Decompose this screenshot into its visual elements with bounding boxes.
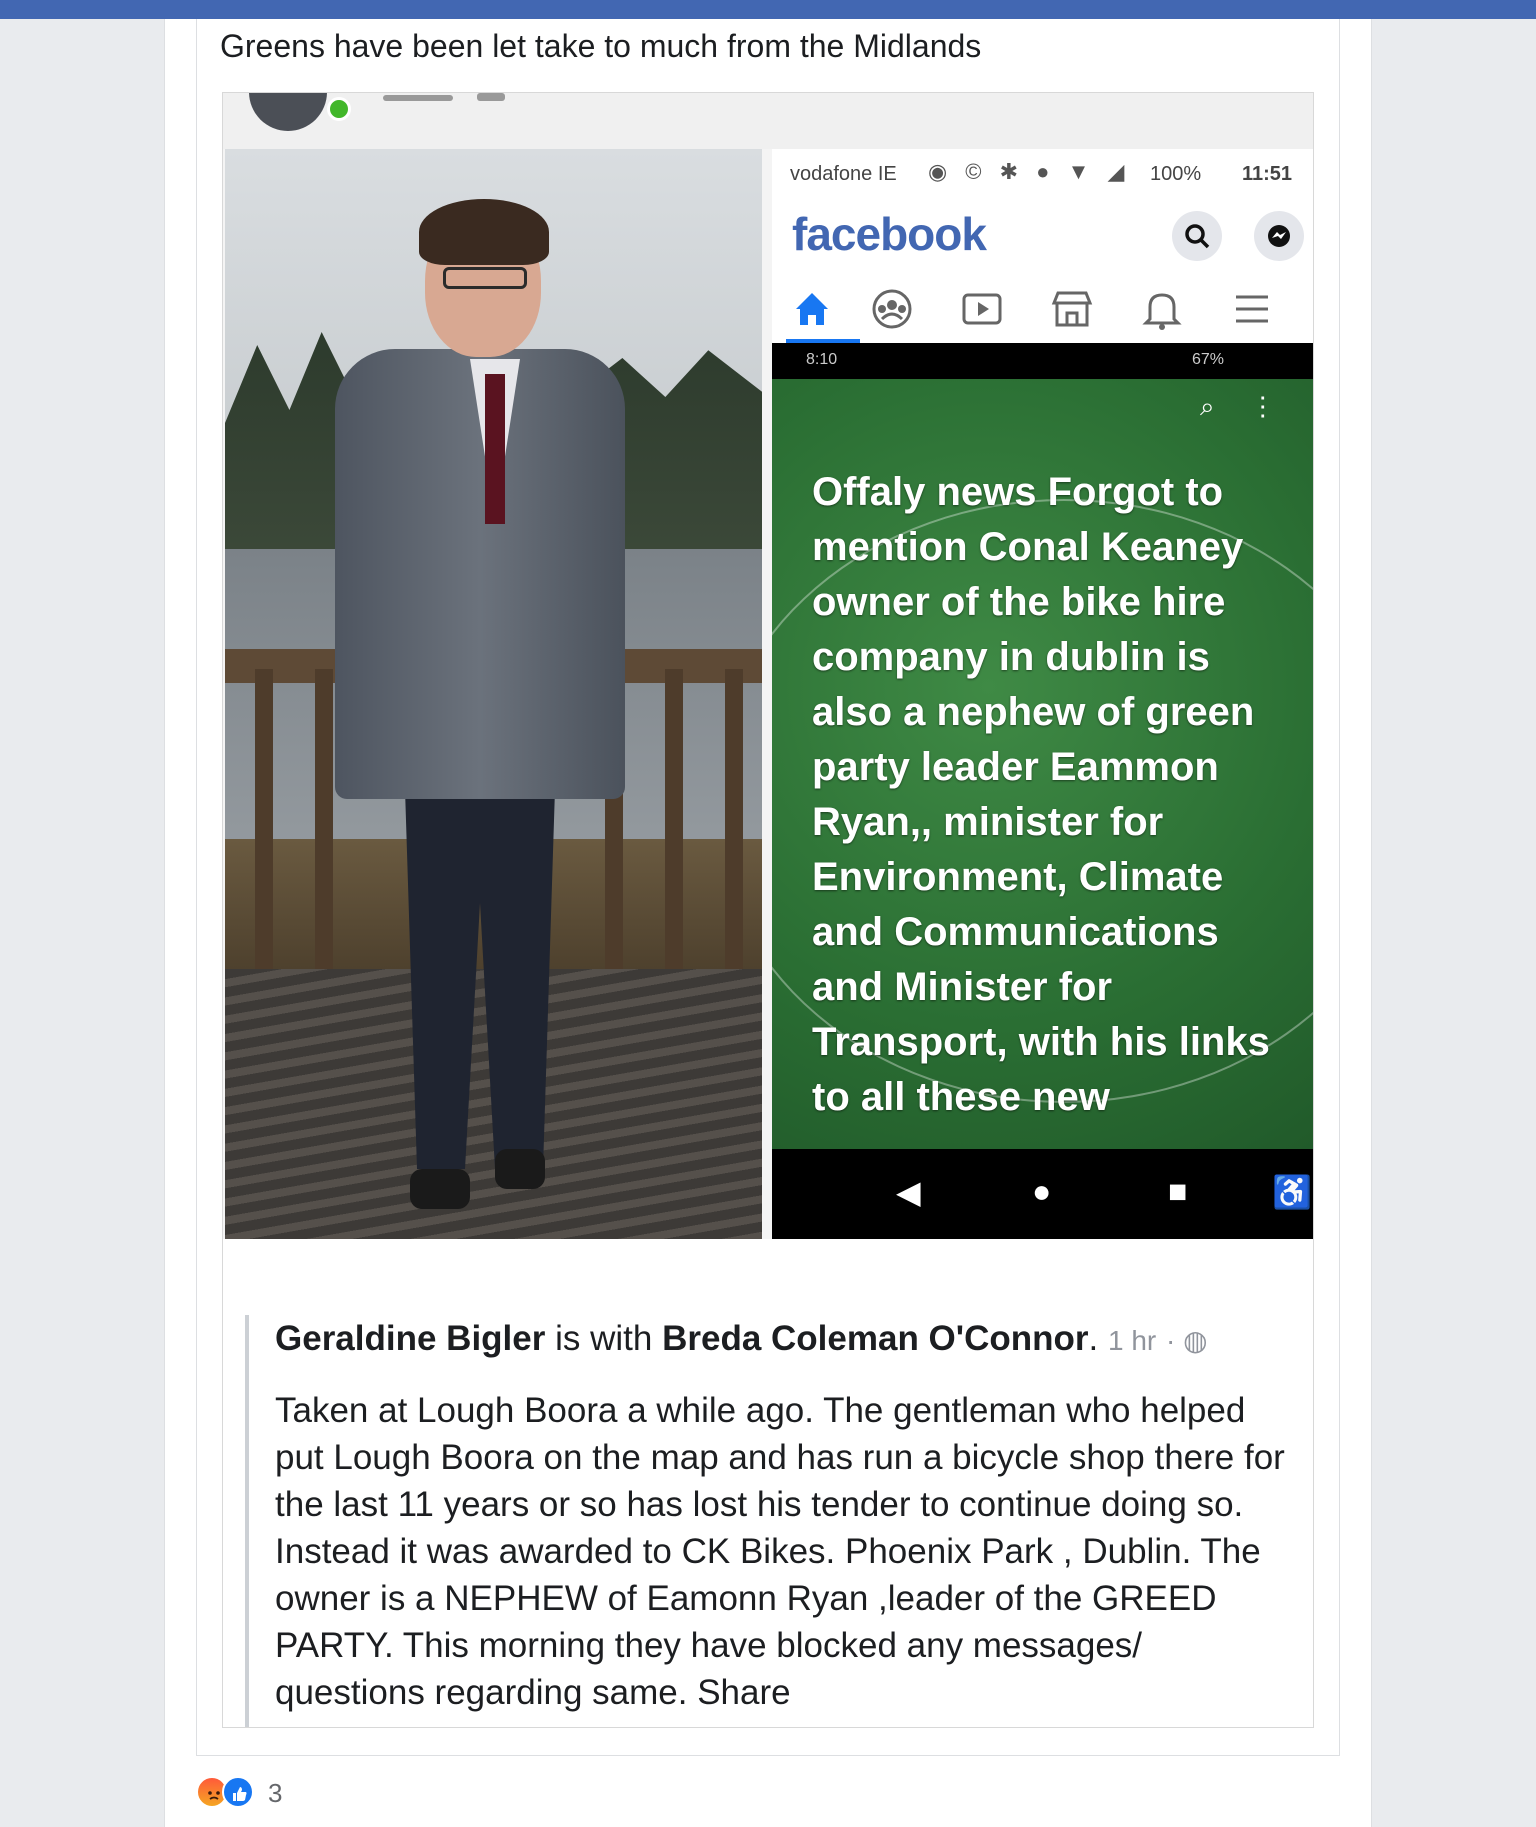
with-word: is with: [555, 1319, 653, 1358]
search-icon: [1172, 211, 1222, 261]
quote-bar: [245, 1315, 249, 1728]
accessibility-icon: ♿: [1272, 1174, 1312, 1210]
quoted-post-body: Taken at Lough Boora a while ago. The gentleman who helped put Lough Boora on the map and has run a bicycle shop there for the last 11 years or so has lost his tender to continue doing so. Instead it was awarded to CK Bikes. Phoenix Park , Dublin. The owner is a NEPHEW of Eamonn Ryan ,leader of the GREED PARTY. This morning they have blocked any messages/ questions regarding same. Share: [275, 1391, 1285, 1712]
reaction-count: 3: [268, 1778, 283, 1808]
phone-status-bar: [772, 149, 1313, 199]
image-header-crop: [223, 93, 1313, 149]
clock-label: 11:51: [1242, 163, 1293, 185]
more-options-icon: ⋮: [1249, 391, 1276, 421]
green-card-text: Offaly news Forgot to mention Conal Keaney owner of the bike hire company in dublin is also a nephew of green party leader Eammon Ryan,, minister for Environment, Climate and Communications and Minister for Transport, with his links to all these new: [812, 470, 1270, 1119]
home-button-icon: ●: [1032, 1173, 1052, 1209]
watch-icon: [958, 285, 1006, 333]
like-icon: [222, 1776, 254, 1808]
card-tools: [1200, 391, 1304, 423]
tagged-name: Breda Coleman O'Connor: [662, 1319, 1089, 1358]
facebook-tab-bar: [772, 273, 1313, 343]
recents-icon: ■: [1168, 1173, 1188, 1209]
post-image[interactable]: [222, 92, 1314, 1728]
person-figure: [225, 149, 762, 1239]
green-text-card: [772, 379, 1313, 1149]
marketplace-icon: [1048, 285, 1096, 333]
home-icon: [788, 285, 836, 333]
post-text: Greens have been let take to much from the Midlands: [220, 28, 982, 64]
groups-icon: [868, 285, 916, 333]
avatar: [249, 92, 327, 131]
android-nav-bar: [772, 1149, 1313, 1239]
facebook-app-bar: [772, 199, 1313, 273]
inner-status-bar: [772, 343, 1313, 379]
search-icon: ⌕: [1200, 391, 1215, 421]
carrier-label: vodafone IE: [790, 163, 897, 185]
back-icon: ◀: [896, 1174, 921, 1210]
author-name: Geraldine Bigler: [275, 1319, 546, 1358]
audience-icon: [477, 93, 505, 101]
post-time: 1 hr: [1107, 1325, 1157, 1356]
globe-icon: · ◍: [1165, 1325, 1208, 1356]
online-indicator-icon: [327, 97, 351, 121]
quoted-post-header: Geraldine Bigler is with Breda Coleman O'Connor. 1 hr · ◍: [275, 1319, 1208, 1358]
status-icons: ◉ © ✱ ● ▼ ◢: [928, 159, 1131, 184]
inner-clock: 8:10: [806, 351, 838, 368]
battery-label: 100%: [1150, 163, 1202, 185]
messenger-icon: [1254, 211, 1304, 261]
man-at-lake-photo: [225, 149, 762, 1239]
facebook-logo: facebook: [792, 208, 986, 260]
inner-screenshot: [772, 343, 1313, 1239]
phone-screenshot: [772, 149, 1313, 1239]
menu-icon: [1228, 285, 1276, 333]
inner-battery: 67%: [1192, 351, 1225, 368]
notifications-icon: [1138, 285, 1186, 333]
header-text-crop: [383, 95, 453, 101]
top-navigation-bar: [0, 0, 1536, 19]
quoted-post: [223, 1239, 1313, 1728]
